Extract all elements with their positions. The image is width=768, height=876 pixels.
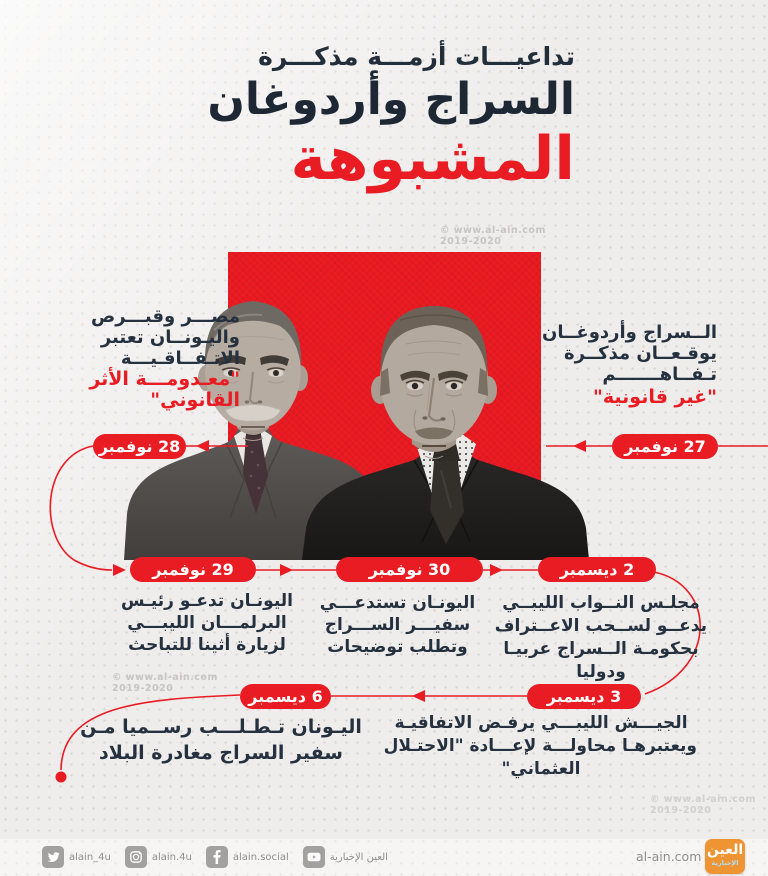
- event-dec2-text: مجلـس النــواب الليبــي يدعــو لســحب الاعــتراف بحكومـة الــسراج عربيـا ودوليا: [494, 593, 707, 682]
- social-links-row: [42, 845, 402, 869]
- date-badge-nov27: 27 نوفمبر: [612, 434, 718, 459]
- date-badge-nov28: 28 نوفمبر: [93, 434, 186, 459]
- event-nov30-text: اليونـان تستدعـــي سفيـــر الســـراج وتطلب توضيحات: [319, 593, 476, 657]
- title-main: السراج وأردوغان: [207, 74, 575, 125]
- website-url: al-ain.com: [636, 849, 702, 864]
- twitter-handle[interactable]: alain_4u: [69, 851, 111, 863]
- event-dec3-text: الجيـــش الليبـــي يرفـض الاتفاقيـة ويعتبرهـا محاولـــة لإعـــادة "الاحتـلال العثماني": [383, 713, 697, 779]
- event-dec6-text: اليـونان تـطـلـــب رســميا مـن سفير السراج مغادرة البلاد: [80, 716, 362, 764]
- event-nov27-quote: "غير قانونية": [592, 386, 717, 408]
- event-nov28-quote2: القانوني": [150, 389, 240, 411]
- instagram-icon[interactable]: [125, 846, 147, 868]
- alain-logo-text: العين: [706, 842, 744, 858]
- event-nov28-text: مصـــر وقبـــرص واليـونــان تعتبر الاتـفــاقـيـــة "معـدومـــة الأثر القانوني": [40, 306, 240, 411]
- title-kicker: تداعيـــات أزمـــة مذكـــرة: [258, 42, 575, 71]
- event-nov27-text: الــسراج وأردوغــان يوقـعــان مذكــرة تـفــاهـــــــم "غير قانونية": [541, 322, 717, 408]
- alain-logo-subtext: الإخبارية: [711, 859, 739, 867]
- date-badge-dec3: 3 ديسمبر: [527, 684, 641, 709]
- arrow-right-dec2: [490, 564, 503, 576]
- date-badge-dec6: 6 ديسمبر: [240, 684, 331, 709]
- instagram-handle[interactable]: alain.4u: [151, 851, 192, 863]
- event-nov29-text: اليونـان تدعـو رئيـس البرلمـــان الليبـــي لزيارة أثينا للتباحث: [121, 591, 293, 655]
- watermark-bottom: © www.al-ain.com 2019-2020: [650, 794, 756, 816]
- event-nov28-quote1: "معـدومـــة الأثر: [89, 368, 240, 390]
- youtube-icon[interactable]: [303, 846, 325, 868]
- arrow-right-nov30: [280, 564, 293, 576]
- title-highlight: المشبوهة: [290, 124, 575, 194]
- timeline-end-dot: [56, 772, 67, 783]
- watermark-top: © www.al-ain.com 2019-2020: [440, 225, 546, 247]
- arrow-left-dec6: [412, 690, 425, 702]
- date-badge-dec2: 2 ديسمبر: [538, 557, 656, 582]
- alain-logo[interactable]: [705, 839, 745, 874]
- date-badge-nov29: 29 نوفمبر: [130, 557, 256, 582]
- watermark-middle: © www.al-ain.com 2019-2020: [112, 672, 218, 694]
- date-badge-nov30: 30 نوفمبر: [336, 557, 483, 582]
- facebook-handle[interactable]: alain.social: [232, 851, 289, 863]
- arrow-right-nov29: [113, 564, 126, 576]
- title-block: [207, 40, 575, 192]
- youtube-channel-label[interactable]: العين الإخبارية: [329, 851, 388, 863]
- twitter-icon[interactable]: [42, 846, 64, 868]
- facebook-icon[interactable]: [206, 846, 228, 868]
